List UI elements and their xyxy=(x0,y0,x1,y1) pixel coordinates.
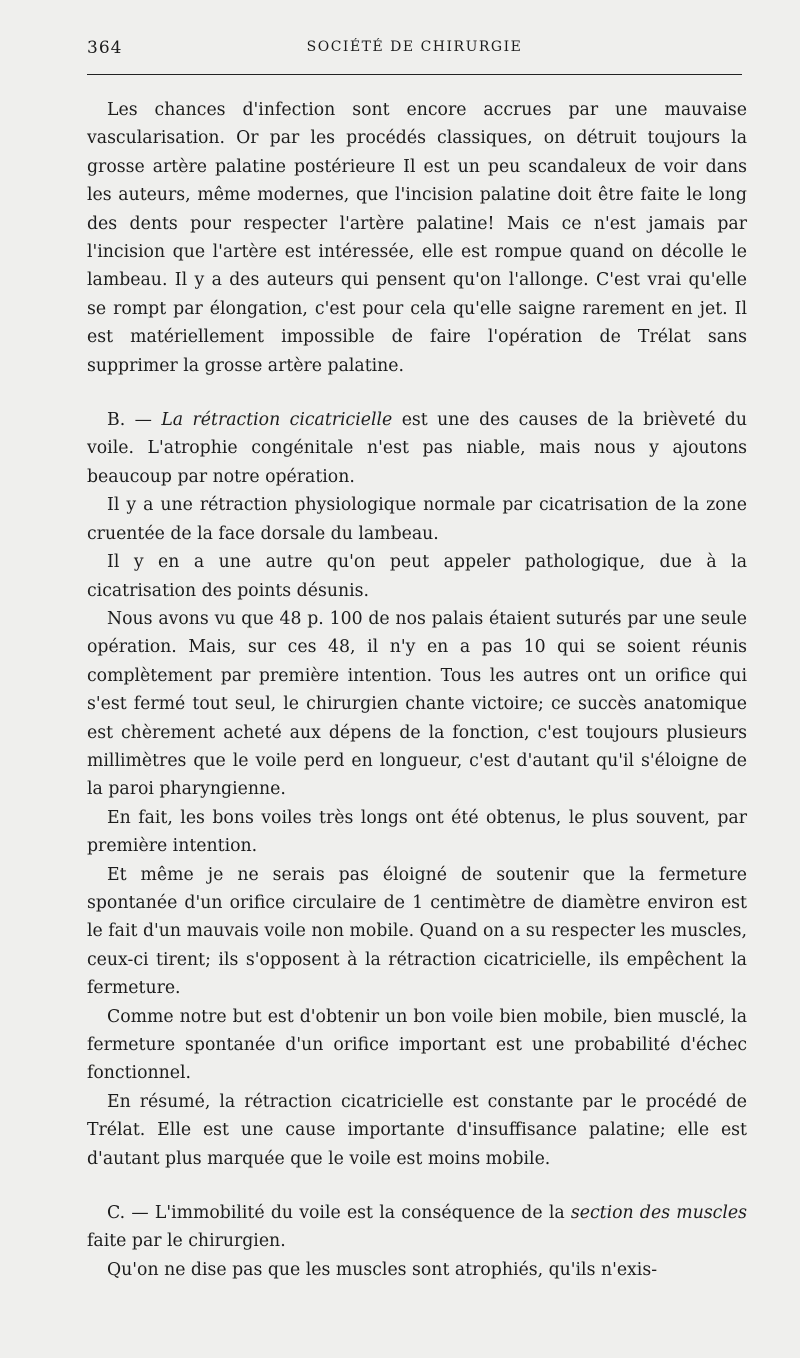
paragraph: Et même je ne serais pas éloigné de soutenir que la fermeture spontanée d'un orifice circulaire de 1 centimètre de diamètre environ est le fait d'un mauvais voile non mobile. Quand on a su respecter les muscles, ceux-ci tirent; ils s'opposent à la rétraction cicatricielle, ils empêchent la fermeture. xyxy=(87,864,747,999)
paragraph: Qu'on ne dise pas que les muscles sont atrophiés, qu'ils n'exis- xyxy=(107,1259,658,1280)
paragraph: En résumé, la rétraction cicatricielle est constante par le procédé de Trélat. Elle est une cause importante d'insuffisance palatine; elle est d'autant plus marquée que le voile est moins mobile. xyxy=(87,1091,747,1169)
paragraph: Comme notre but est d'obtenir un bon voile bien mobile, bien musclé, la fermeture spontanée d'un orifice important est une probabilité d'échec fonctionnel. xyxy=(87,1006,747,1084)
paragraph: Les chances d'infection sont encore accrues par une mauvaise vascularisation. Or par les procédés classiques, on détruit toujours la grosse artère palatine postérieure Il est un peu scandaleux de voir dans les auteurs, même modernes, que l'incision palatine doit être faite le long des dents pour respecter l'artère palatine! Mais ce n'est jamais par l'incision que l'artère est intéressée, elle est rompue quand on décolle le lambeau. Il y a des auteurs qui pensent qu'on l'allonge. C'est vrai qu'elle se rompt par élongation, c'est pour cela qu'elle saigne rarement en jet. Il est matériellement impossible de faire l'opération de Trélat sans supprimer la grosse artère palatine. xyxy=(87,100,747,376)
page-header xyxy=(87,38,742,62)
page-number: 364 xyxy=(87,38,123,58)
paragraph: Il y en a une autre qu'on peut appeler pathologique, due à la cicatrisation des points désunis. xyxy=(87,552,747,601)
paragraph-section-b: B. — La rétraction cicatricielle est une des causes de la brièveté du voile. L'atrophie congénitale n'est pas niable, mais nous y ajoutons beaucoup par notre opération. xyxy=(87,410,747,487)
body-text xyxy=(87,96,747,1284)
italic-term: section des muscles xyxy=(570,1203,747,1224)
paragraph: Nous avons vu que 48 p. 100 de nos palais étaient suturés par une seule opération. Mais, sur ces 48, il n'y en a pas 10 qui se soient réunis complètement par première intention. Tous les autres ont un orifice qui s'est fermé tout seul, le chirurgien chante victoire; ce succès anatomique est chèrement acheté aux dépens de la fonction, c'est toujours plusieurs millimètres que le voile perd en longueur, c'est d'autant qu'il s'éloigne de la paroi pharyngienne. xyxy=(87,608,747,800)
paragraph-section-c: C. — L'immobilité du voile est la conséquence de la section des muscles faite par le chirurgien. xyxy=(87,1203,747,1252)
paragraph: Il y a une rétraction physiologique normale par cicatrisation de la zone cruentée de la face dorsale du lambeau. xyxy=(87,495,747,544)
paragraph: En fait, les bons voiles très longs ont été obtenus, le plus souvent, par première intention. xyxy=(87,807,747,857)
italic-term: La rétraction cicatricielle xyxy=(161,410,393,431)
running-title: SOCIÉTÉ DE CHIRURGIE xyxy=(306,39,523,55)
header-rule xyxy=(87,74,742,75)
